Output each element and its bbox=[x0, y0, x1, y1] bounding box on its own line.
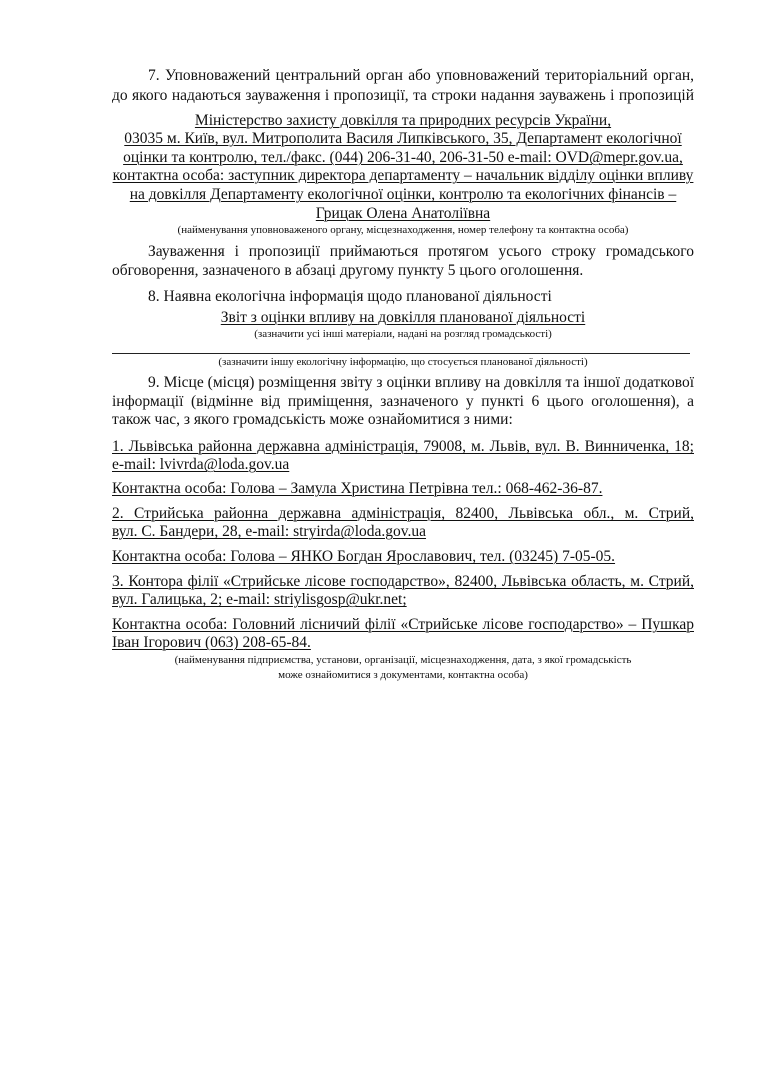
location-1-line1: 1. Львівська районна державна адміністрація, 79008, м. Львів, вул. В. Винниченка, 18; bbox=[112, 438, 694, 455]
sec7-note-line2: обговорення, зазначеного в абзаці другому пункту 5 цього оголошення. bbox=[112, 262, 584, 279]
location-2-line1: 2. Стрийська районна державна адміністрація, 82400, Львівська обл., м. Стрий, bbox=[112, 505, 694, 522]
sec9-caption-line2: може ознайомитися з документами, контактна особа) bbox=[278, 669, 528, 681]
location-3-line1: 3. Контора філії «Стрийське лісове господарство», 82400, Львівська область, м. Стрий, bbox=[112, 573, 694, 590]
location-2-line2: вул. С. Бандери, 28, e-mail: stryirda@loda.gov.ua bbox=[112, 523, 427, 540]
authority-line2: 03035 м. Київ, вул. Митрополита Василя Липківського, 35, Департамент екологічної bbox=[124, 130, 682, 147]
sec9-caption-line1: (найменування підприємства, установи, організації, місцезнаходження, дата, з якої громадськість bbox=[174, 654, 632, 666]
location-3-line2: вул. Галицька, 2; e-mail: striylisgosp@ukr.net; bbox=[112, 591, 407, 608]
sec9-heading-line3: також час, з якого громадськість може ознайомитися з ними: bbox=[112, 411, 513, 428]
sec8-caption1: (зазначити усі інші матеріали, надані на розгляд громадськості) bbox=[254, 328, 552, 340]
sec8-heading: 8. Наявна екологічна інформація щодо планованої діяльності bbox=[148, 288, 552, 305]
location-1-contact: Контактна особа: Голова – Замула Христина Петрівна тел.: 068-462-36-87. bbox=[112, 480, 603, 497]
location-3-contact-line1: Контактна особа: Головний лісничий філії «Стрийське лісове господарство» – Пушкар bbox=[112, 616, 694, 633]
report-title: Звіт з оцінки впливу на довкілля планованої діяльності bbox=[220, 309, 586, 326]
location-2-contact: Контактна особа: Голова – ЯНКО Богдан Ярославович, тел. (03245) 7-05-05. bbox=[112, 548, 616, 565]
sec8-caption2: (зазначити іншу екологічну інформацію, що стосується планованої діяльності) bbox=[218, 356, 588, 368]
location-1-line2: e-mail: lvivrda@loda.gov.ua bbox=[112, 456, 290, 473]
sec7-heading-line1: 7. Уповноважений центральний орган або уповноважений територіальний орган, bbox=[148, 67, 694, 84]
authority-contact-name: Грицак Олена Анатоліївна bbox=[315, 205, 491, 222]
location-3-contact-line2: Іван Ігорович (063) 208-65-84. bbox=[112, 634, 311, 651]
sec7-note-line1: Зауваження і пропозиції приймаються протягом усього строку громадського bbox=[148, 243, 694, 260]
authority-line1: Міністерство захисту довкілля та природних ресурсів України, bbox=[194, 112, 612, 129]
sec9-heading-line2: інформації (відмінне від приміщення, зазначеного у пункті 6 цього оголошення), а bbox=[112, 393, 694, 410]
sec7-heading-line2: до якого надаються зауваження і пропозиції, та строки надання зауважень і пропозицій bbox=[112, 87, 694, 104]
blank-fill-line bbox=[112, 353, 690, 354]
authority-caption: (найменування уповноваженого органу, місцезнаходження, номер телефону та контактна особа) bbox=[177, 224, 629, 236]
sec9-heading-line1: 9. Місце (місця) розміщення звіту з оцінки впливу на довкілля та іншої додаткової bbox=[148, 374, 694, 391]
authority-line4: контактна особа: заступник директора департаменту – начальник відділу оцінки впливу bbox=[112, 167, 694, 184]
authority-line3: оцінки та контролю, тел./факс. (044) 206-31-40, 206-31-50 e-mail: OVD@mepr.gov.ua, bbox=[123, 149, 683, 166]
authority-line5: на довкілля Департаменту екологічної оцінки, контролю та екологічних фінансів – bbox=[129, 186, 677, 203]
